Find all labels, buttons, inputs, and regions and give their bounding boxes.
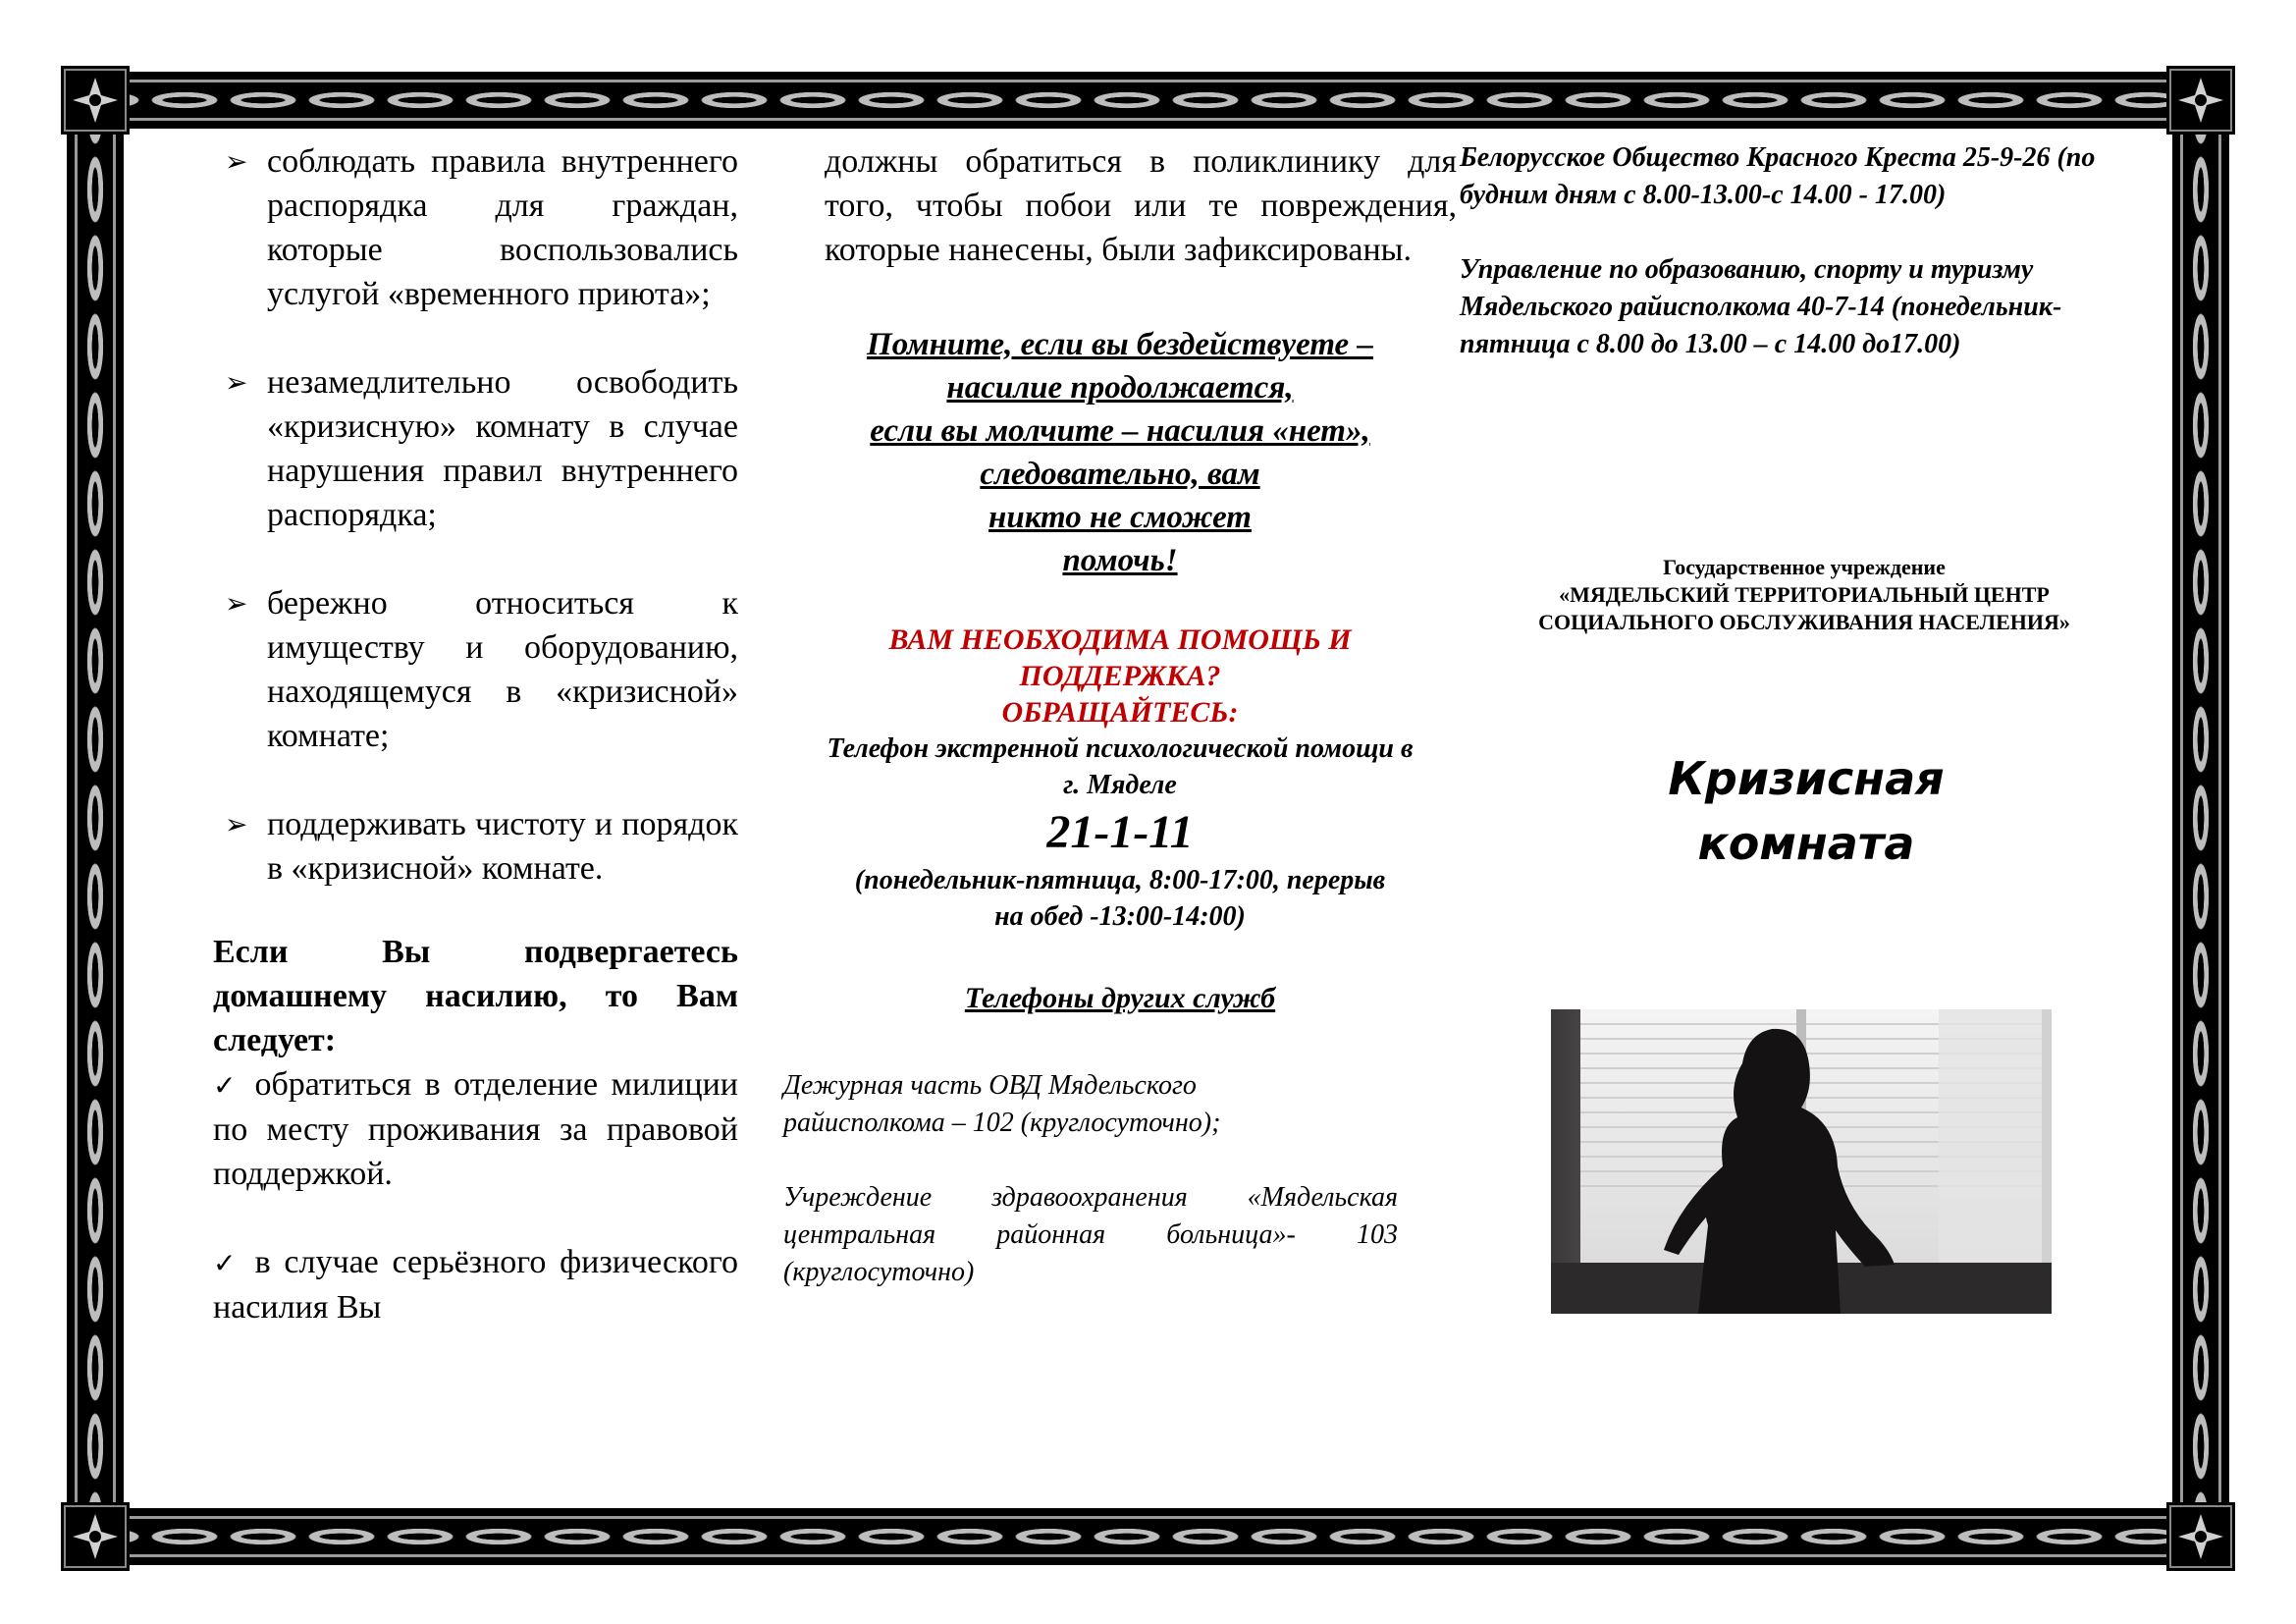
- appeal-line: Помните, если вы бездействуете –: [867, 327, 1373, 362]
- arrow-bullet-icon: ➢: [225, 587, 248, 620]
- appeal-line: насилие продолжается,: [946, 370, 1294, 406]
- rule-item: [213, 802, 738, 891]
- advice-text: в случае серьёзного физического насилия Вы: [213, 1244, 738, 1326]
- corner-ornament-icon: [2166, 66, 2235, 135]
- rule-item: [213, 139, 738, 316]
- column-rules: [213, 139, 738, 1329]
- organization-name: [1520, 554, 2089, 636]
- rule-item: [213, 360, 738, 537]
- arrow-bullet-icon: ➢: [225, 366, 248, 399]
- appeal-block: [783, 323, 1457, 582]
- frame-top-border: [67, 72, 2229, 129]
- check-icon: ✓: [213, 1069, 241, 1102]
- corner-ornament-icon: [61, 1502, 130, 1571]
- appeal-line: следовательно, вам: [980, 457, 1260, 492]
- frame-right-border: [2172, 72, 2229, 1565]
- phone-label: Телефон экстренной психологической помощи в г. Мяделе: [827, 733, 1414, 800]
- rule-text: бережно относиться к имуществу и оборудованию, находящемуся в «кризисной» комнате;: [267, 585, 738, 754]
- rule-text: незамедлительно освободить «кризисную» комнату в случае нарушения правил внутреннего распорядка;: [267, 364, 738, 533]
- phone-number: 21-1-11: [1046, 806, 1194, 858]
- frame-bottom-border: [67, 1508, 2229, 1565]
- other-services-title: Телефоны других служб: [964, 982, 1276, 1014]
- phone-hours: (понедельник-пятница, 8:00-17:00, перерыв на обед -13:00-14:00): [854, 865, 1386, 932]
- girl-at-window-photo: [1551, 1009, 2052, 1314]
- org-line: Государственное учреждение: [1663, 555, 1946, 579]
- arrow-bullet-icon: ➢: [225, 808, 248, 840]
- help-block: [783, 622, 1457, 1016]
- rule-text: поддерживать чистоту и порядок в «кризисной» комнате.: [267, 806, 738, 887]
- check-icon: ✓: [213, 1247, 241, 1279]
- contact-item: Управление по образованию, спорту и туризму Мядельского райисполкома 40-7-14 (понедельник-пятница с 8.00 до 13.00 – с 14.00 до17.00): [1460, 254, 2062, 359]
- org-line: «МЯДЕЛЬСКИЙ ТЕРРИТОРИАЛЬНЫЙ ЦЕНТР: [1559, 582, 2050, 607]
- column-help: [783, 139, 1457, 1291]
- service-item: Дежурная часть ОВД Мядельского райисполкома – 102 (круглосуточно);: [783, 1070, 1221, 1138]
- advice-continuation: должны обратиться в поликлинику для того, чтобы побои или те повреждения, которые нанесены, были зафиксированы.: [825, 143, 1457, 268]
- org-line: СОЦИАЛЬНОГО ОБСЛУЖИВАНИЯ НАСЕЛЕНИЯ»: [1538, 610, 2070, 634]
- column-contacts: [1460, 139, 2147, 401]
- brochure-title: [1531, 746, 2081, 876]
- services-list: [783, 1067, 1457, 1291]
- appeal-line: помочь!: [1062, 543, 1178, 578]
- violence-heading: Если Вы подвергаетесь домашнему насилию, то Вам следует:: [213, 934, 738, 1058]
- rule-item: [213, 581, 738, 758]
- appeal-line: если вы молчите – насилия «нет»,: [870, 413, 1370, 449]
- appeal-line: никто не сможет: [988, 500, 1252, 535]
- rule-text: соблюдать правила внутреннего распорядка для граждан, которые воспользовались услугой «временного приюта»;: [267, 143, 738, 312]
- help-question: ВАМ НЕОБХОДИМА ПОМОЩЬ И ПОДДЕРЖКА?: [888, 623, 1352, 692]
- help-call: ОБРАЩАЙТЕСЬ:: [1001, 696, 1239, 729]
- service-item: Учреждение здравоохранения «Мядельская центральная районная больница»- 103 (круглосуточно): [783, 1182, 1398, 1287]
- title-line: комната: [1697, 817, 1915, 870]
- title-line: Кризисная: [1668, 752, 1945, 805]
- arrow-bullet-icon: ➢: [225, 145, 248, 178]
- contact-item: Белорусское Общество Красного Креста 25-9-26 (по будним дням с 8.00-13.00-с 14.00 - 17.00): [1460, 142, 2096, 210]
- advice-text: обратиться в отделение милиции по месту проживания за правовой поддержкой.: [213, 1066, 738, 1192]
- advice-item: [213, 1062, 738, 1196]
- corner-ornament-icon: [2166, 1502, 2235, 1571]
- frame-left-border: [67, 72, 124, 1565]
- advice-item: [213, 1240, 738, 1329]
- corner-ornament-icon: [61, 66, 130, 135]
